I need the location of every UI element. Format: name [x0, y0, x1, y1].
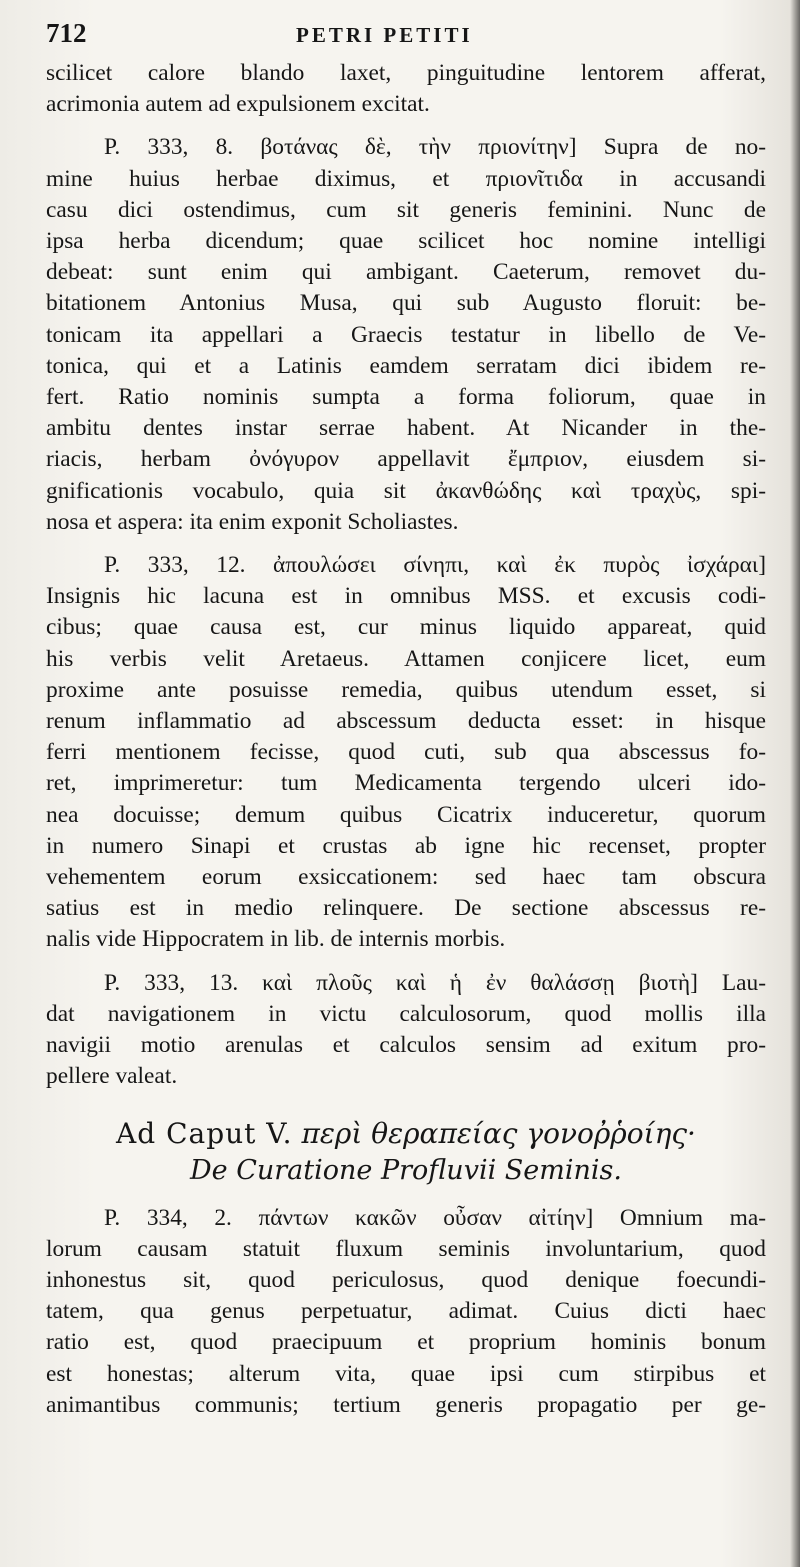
text-line: P. 333, 8. βοτάνας δὲ, τὴν πριονίτην] Supra de no-	[104, 134, 766, 161]
text-line: Insignis hic lacuna est in omnibus MSS. et excusis codi-	[46, 583, 766, 610]
main-text	[46, 58, 766, 1093]
text-line: riacis, herbam ὀνόγυρον appellavit ἔμπριον, eiusdem si-	[46, 446, 766, 473]
text-line: cibus; quae causa est, cur minus liquido appareat, quid	[46, 614, 766, 641]
text-line: ratio est, quod praecipuum et proprium hominis bonum	[46, 1329, 766, 1356]
text-line: est honestas; alterum vita, quae ipsi cum stirpibus et	[46, 1360, 766, 1387]
text-line: his verbis velit Aretaeus. Attamen conjicere licet, eum	[46, 645, 766, 672]
text-line: pellere valeat.	[46, 1063, 178, 1090]
chapter-subtitle: De Curatione Profluvii Seminis.	[190, 1154, 622, 1186]
text-line: ret, imprimeretur: tum Medicamenta tergendo ulceri ido-	[46, 770, 766, 797]
text-line: acrimonia autem ad expulsionem excitat.	[46, 91, 430, 118]
text-line: navigii motio arenulas et calculos sensim ad exitum pro-	[46, 1032, 766, 1059]
text-line: debeat: sunt enim qui ambigant. Caeterum, removet du-	[46, 259, 766, 286]
text-line: tatem, qua genus perpetuatur, adimat. Cuius dicti haec	[46, 1298, 766, 1325]
text-line: casu dici ostendimus, cum sit generis feminini. Nunc de	[46, 196, 766, 223]
text-line: ipsa herba dicendum; quae scilicet hoc nomine intelligi	[46, 228, 766, 255]
text-line: fert. Ratio nominis sumpta a forma foliorum, quae in	[46, 384, 766, 411]
page-edge-shadow	[790, 0, 800, 1567]
text-line: animantibus communis; tertium generis propagatio per ge-	[46, 1391, 766, 1418]
text-line: ferri mentionem fecisse, quod cuti, sub qua abscessus fo-	[46, 739, 766, 766]
text-line: proxime ante posuisse remedia, quibus utendum esset, si	[46, 676, 766, 703]
page-header	[46, 18, 766, 58]
text-line: bitationem Antonius Musa, qui sub Augusto floruit: be-	[46, 290, 766, 317]
text-line: satius est in medio relinquere. De sectione abscessus re-	[46, 895, 766, 922]
text-line: P. 333, 13. καὶ πλοῦς καὶ ἡ ἐν θαλάσσῃ βιοτὴ] Lau-	[104, 969, 766, 996]
text-line: nosa et aspera: ita enim exponit Scholiastes.	[46, 508, 459, 535]
text-line: P. 333, 12. ἀπουλώσει σίνηπι, καὶ ἐκ πυρὸς ἰσχάραι]	[104, 552, 766, 579]
text-line: scilicet calore blando laxet, pinguitudine lentorem afferat,	[46, 60, 766, 86]
chapter-text	[46, 1203, 766, 1421]
page-number: 712	[46, 18, 87, 48]
text-line: inhonestus sit, quod periculosus, quod denique foecundi-	[46, 1266, 766, 1293]
text-line: mine huius herbae diximus, et πριονῖτιδα in accusandi	[46, 165, 766, 192]
running-head: PETRI PETITI	[296, 23, 473, 47]
text-line: P. 334, 2. πάντων κακῶν οὖσαν αἰτίην] Omnium ma-	[104, 1204, 766, 1231]
text-line: in numero Sinapi et crustas ab igne hic recenset, propter	[46, 832, 766, 859]
text-line: renum inflammatio ad abscessum deducta esset: in hisque	[46, 708, 766, 735]
text-line: vehementem eorum exsiccationem: sed haec tam obscura	[46, 864, 766, 891]
text-line: tonica, qui et a Latinis eamdem serratam dici ibidem re-	[46, 352, 766, 379]
text-line: tonicam ita appellari a Graecis testatur in libello de Ve-	[46, 321, 766, 348]
text-line: dat navigationem in victu calculosorum, quod mollis illa	[46, 1000, 766, 1027]
chapter-title-latin: Ad Caput V.	[116, 1116, 293, 1150]
text-line: nalis vide Hippocratem in lib. de internis morbis.	[46, 926, 506, 953]
chapter-title-greek: περὶ θεραπείας γονοῤῥοίης·	[301, 1116, 696, 1150]
text-line: gnificationis vocabulo, quia sit ἀκανθώδης καὶ τραχὺς, spi-	[46, 477, 766, 504]
text-line: ambitu dentes instar serrae habent. At Nicander in the-	[46, 415, 766, 442]
chapter-heading	[46, 1115, 766, 1153]
text-line: lorum causam statuit fluxum seminis involuntarium, quod	[46, 1235, 766, 1262]
text-line: nea docuisse; demum quibus Cicatrix induceretur, quorum	[46, 801, 766, 828]
